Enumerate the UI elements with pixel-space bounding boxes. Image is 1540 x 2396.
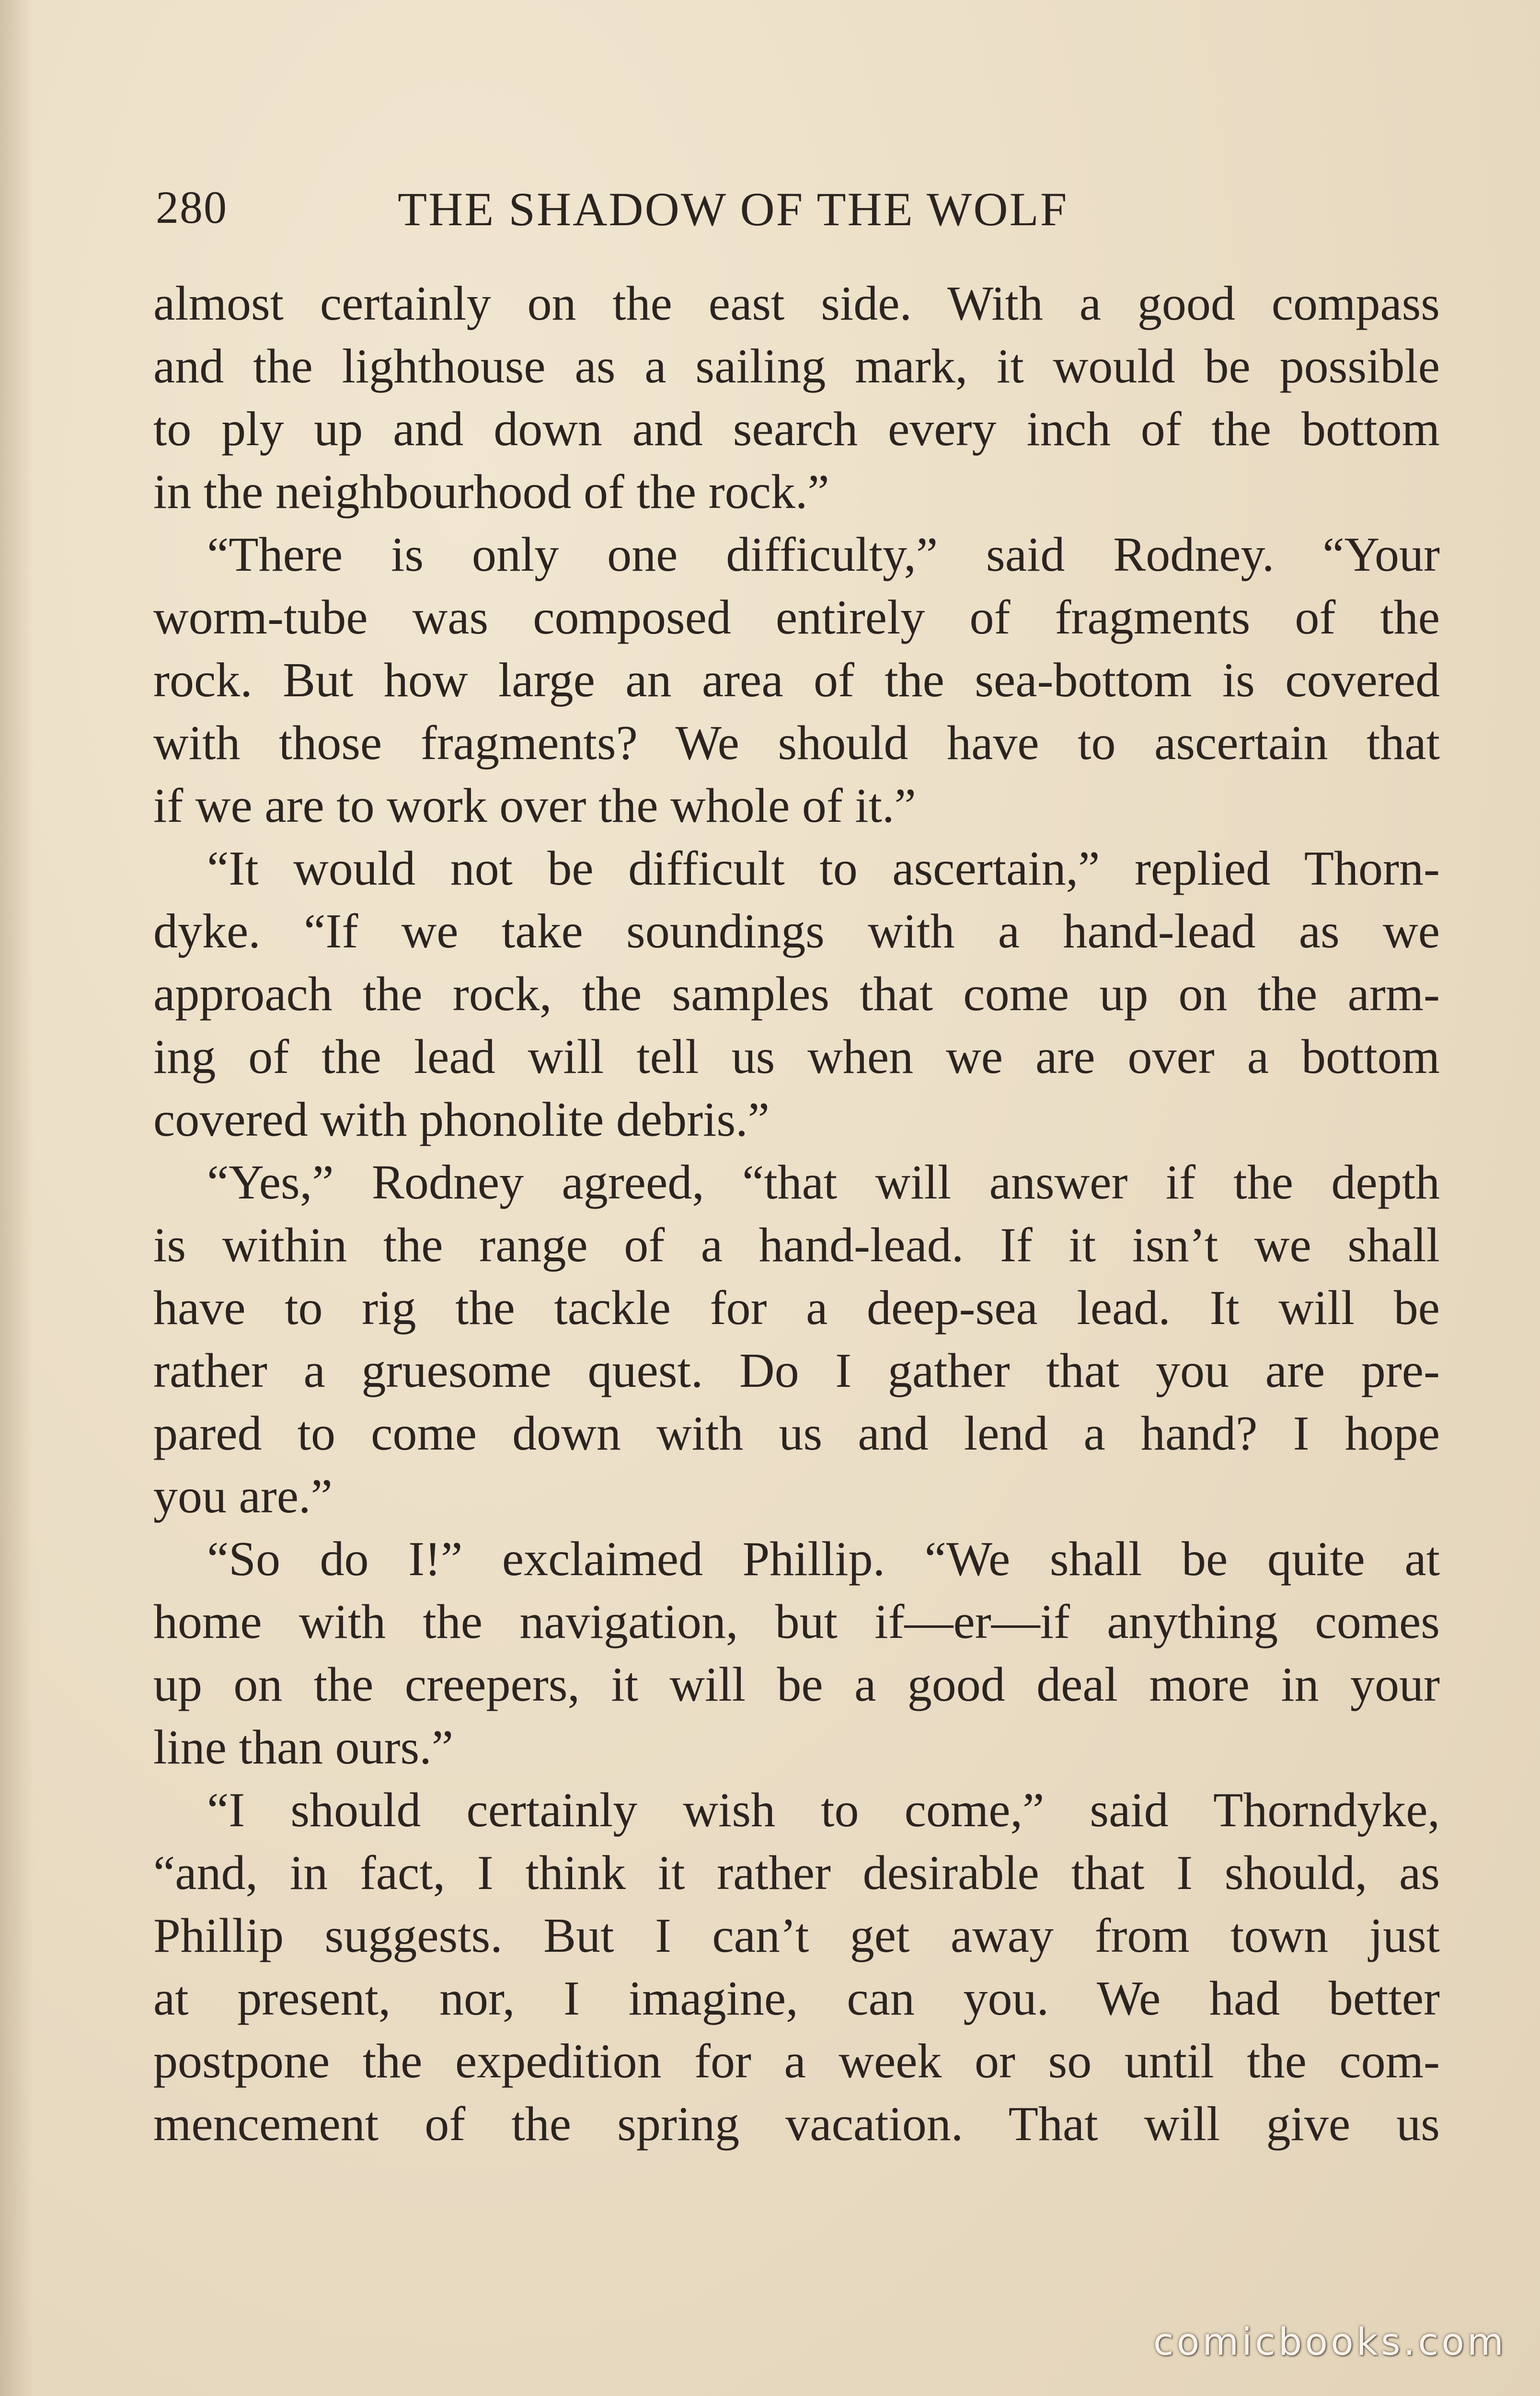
body-text <box>153 272 1440 2155</box>
text-line: at present, nor, I imagine, can you. We had better <box>153 1971 1440 2026</box>
text-line: Phillip suggests. But I can’t get away from town just <box>153 1909 1440 1963</box>
text-line: home with the navigation, but if—er—if anything comes <box>153 1595 1440 1649</box>
text-line: mencement of the spring vacation. That will give us <box>153 2097 1440 2151</box>
text-line: covered with phonolite debris.” <box>153 1093 770 1147</box>
text-line: pared to come down with us and lend a hand? I hope <box>153 1406 1440 1461</box>
running-title: THE SHADOW OF THE WOLF <box>398 183 1069 236</box>
text-line: “It would not be difficult to ascertain,” replied Thorn- <box>207 841 1440 896</box>
text-line: approach the rock, the samples that come up on the arm- <box>153 967 1440 1021</box>
text-line: you are.” <box>153 1469 333 1523</box>
text-line: rock. But how large an area of the sea-bottom is covered <box>153 653 1440 707</box>
text-line: if we are to work over the whole of it.” <box>153 779 916 833</box>
text-line: is within the range of a hand-lead. If it isn’t we shall <box>153 1218 1440 1272</box>
text-line: “and, in fact, I think it rather desirable that I should, as <box>153 1846 1440 1900</box>
text-line: ing of the lead will tell us when we are over a bottom <box>153 1030 1440 1084</box>
text-line: “There is only one difficulty,” said Rodney. “Your <box>207 528 1440 582</box>
text-line: postpone the expedition for a week or so until the com- <box>153 2034 1440 2088</box>
text-line: with those fragments? We should have to ascertain that <box>153 716 1440 770</box>
running-head <box>156 180 1440 247</box>
text-line: line than ours.” <box>153 1720 453 1774</box>
text-line: to ply up and down and search every inch of the bottom <box>153 402 1440 456</box>
text-line: “I should certainly wish to come,” said Thorndyke, <box>207 1783 1440 1837</box>
text-line: in the neighbourhood of the rock.” <box>153 465 829 519</box>
text-line: and the lighthouse as a sailing mark, it would be possible <box>153 339 1440 393</box>
text-line: “Yes,” Rodney agreed, “that will answer if the depth <box>207 1155 1440 1210</box>
text-line: dyke. “If we take soundings with a hand-lead as we <box>153 904 1440 958</box>
text-line: rather a gruesome quest. Do I gather that you are pre- <box>153 1344 1440 1398</box>
text-line: up on the creepers, it will be a good deal more in your <box>153 1658 1440 1712</box>
text-line: “So do I!” exclaimed Phillip. “We shall be quite at <box>207 1532 1440 1586</box>
text-line: worm-tube was composed entirely of fragments of the <box>153 590 1440 645</box>
watermark: comicbooks.com <box>1153 2321 1506 2364</box>
page-number: 280 <box>156 182 228 233</box>
text-line: almost certainly on the east side. With a good compass <box>153 276 1440 331</box>
text-line: have to rig the tackle for a deep-sea lead. It will be <box>153 1281 1440 1335</box>
page-gutter-shadow <box>0 0 34 2396</box>
